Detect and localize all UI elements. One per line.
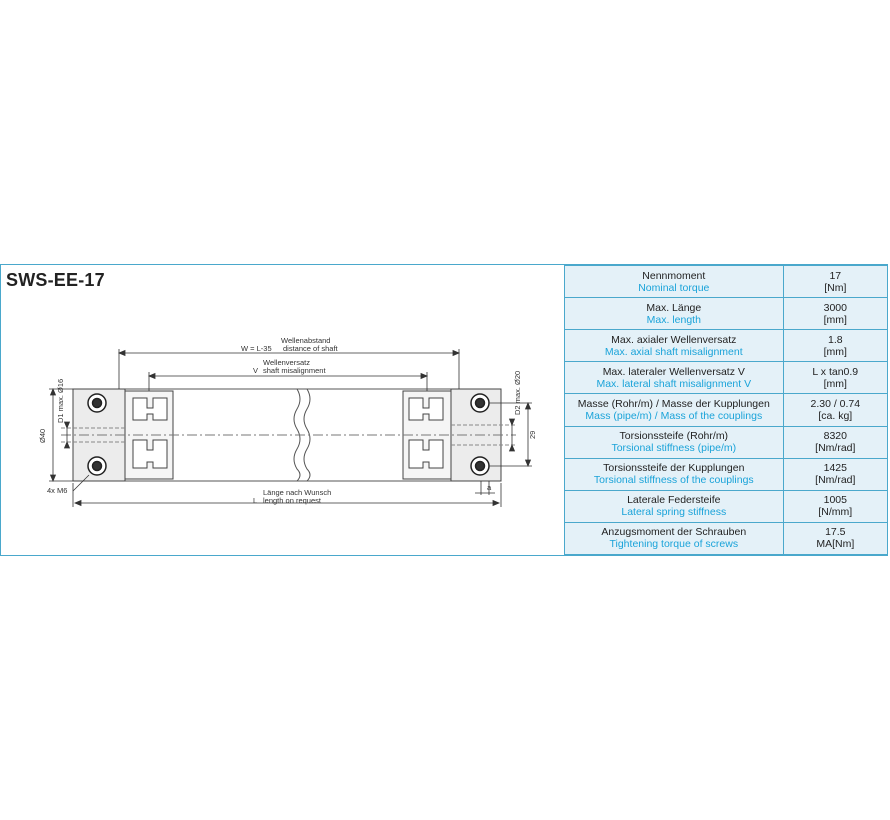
spec-value-cell [783, 330, 887, 362]
label-29: 29 [528, 430, 537, 439]
spec-value: 1425 [823, 462, 847, 475]
spec-label-en: Max. length [646, 313, 701, 326]
spec-unit: [mm] [823, 345, 847, 358]
spec-label-en: Max. axial shaft misalignment [604, 345, 743, 358]
spec-unit: [N/mm] [818, 506, 853, 519]
spec-value: 2.30 / 0.74 [810, 397, 861, 410]
label-a: a [487, 483, 492, 492]
spec-value-cell [783, 522, 887, 554]
spec-label-en: Torsional stiffness of the couplings [593, 474, 754, 487]
spec-label-en: Tightening torque of screws [609, 538, 739, 551]
spec-parameter [565, 298, 784, 330]
label-distance-of-shaft: distance of shaft [283, 344, 338, 353]
product-panel [0, 264, 888, 556]
label-length-on-request: length on request [263, 496, 321, 505]
spec-value-cell [783, 458, 887, 490]
spec-unit: [Nm/rad] [815, 474, 856, 487]
spec-unit: MA[Nm] [816, 538, 855, 551]
spec-value: L x tan0.9 [812, 365, 859, 378]
spec-value-cell [783, 362, 887, 394]
spec-label-de: Torsionssteife der Kupplungen [603, 462, 745, 475]
spec-label-de: Masse (Rohr/m) / Masse der Kupplungen [577, 397, 770, 410]
spec-row [565, 266, 888, 298]
spec-label-de: Max. lateraler Wellenversatz V [602, 365, 745, 378]
spec-row [565, 522, 888, 554]
spec-parameter [565, 362, 784, 394]
label-l: L [253, 496, 258, 505]
spec-label-en: Nominal torque [638, 281, 710, 294]
label-w-formula: W = L-35 [241, 344, 272, 353]
spec-row [565, 490, 888, 522]
spec-label-de: Max. Länge [646, 301, 702, 314]
spec-value-cell [783, 298, 887, 330]
spec-row [565, 426, 888, 458]
spec-label-en: Max. lateral shaft misalignment V [596, 377, 752, 390]
label-d1: D1 max. Ø16 [56, 378, 65, 423]
spec-unit: [Nm] [824, 281, 847, 294]
coupling-technical-drawing [1, 265, 564, 555]
spec-value: 3000 [823, 301, 847, 314]
spec-label-en: Torsional stiffness (pipe/m) [611, 442, 737, 455]
label-d2: D2 max. Ø20 [513, 370, 522, 415]
spec-label-en: Mass (pipe/m) / Mass of the couplings [585, 409, 763, 422]
spec-unit: [ca. kg] [818, 409, 853, 422]
spec-label-de: Nennmoment [642, 269, 706, 282]
spec-unit: [mm] [823, 313, 847, 326]
technical-drawing-area [1, 265, 564, 555]
spec-label-de: Laterale Federsteife [627, 494, 721, 507]
spec-row [565, 330, 888, 362]
spec-value-cell [783, 426, 887, 458]
spec-value-cell [783, 266, 887, 298]
spec-parameter [565, 490, 784, 522]
spec-table [564, 265, 888, 555]
product-title: SWS-EE-17 [6, 270, 105, 290]
label-v: V [253, 366, 259, 375]
spec-parameter [565, 426, 784, 458]
spec-parameter [565, 330, 784, 362]
spec-value: 8320 [823, 430, 847, 443]
spec-label-de: Max. axialer Wellenversatz [611, 333, 737, 346]
spec-label-de: Torsionssteife (Rohr/m) [619, 430, 729, 443]
label-wellenabstand: Wellenabstand [281, 336, 331, 345]
spec-unit: [Nm/rad] [815, 442, 856, 455]
label-wellenversatz: Wellenversatz [263, 358, 310, 367]
spec-unit: [mm] [823, 377, 847, 390]
spec-value-cell [783, 394, 887, 426]
spec-value: 17 [829, 269, 842, 282]
spec-parameter [565, 458, 784, 490]
spec-row [565, 362, 888, 394]
spec-parameter [565, 394, 784, 426]
spec-value: 1005 [823, 494, 847, 507]
spec-label-de: Anzugsmoment der Schrauben [601, 526, 747, 539]
label-shaft-misalignment: shaft misalignment [263, 366, 326, 375]
spec-value: 17.5 [825, 526, 846, 539]
spec-value: 1.8 [827, 333, 843, 346]
spec-value-cell [783, 490, 887, 522]
spec-row [565, 394, 888, 426]
spec-row [565, 458, 888, 490]
label-screws: 4x M6 [47, 486, 68, 495]
spec-parameter [565, 266, 784, 298]
spec-label-en: Lateral spring stiffness [621, 506, 727, 519]
spec-row [565, 298, 888, 330]
label-laenge: Länge nach Wunsch [263, 488, 332, 497]
label-d40: Ø40 [38, 428, 47, 443]
spec-parameter [565, 522, 784, 554]
